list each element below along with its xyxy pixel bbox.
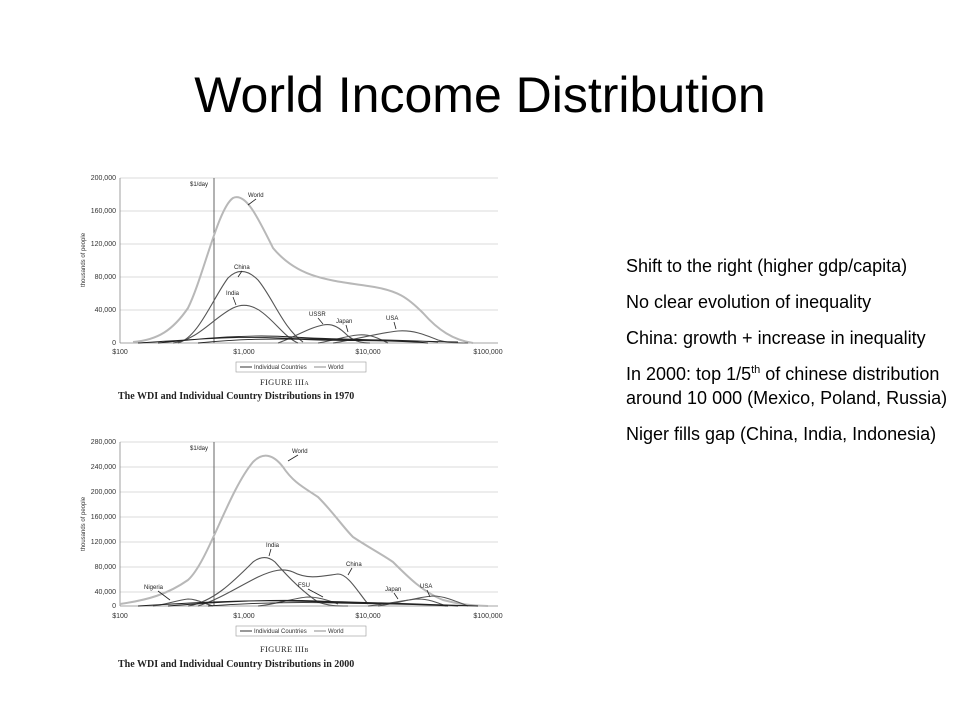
annotation-nigeria: Nigeria [144,585,164,591]
y-tick-label: 80,000 [94,274,116,281]
x-tick-label: $10,000 [355,613,381,620]
series-other-countries-curves [138,336,458,343]
annotation-japan-arrow [394,593,398,599]
y-gridlines [120,178,498,310]
figure-2000-chart [78,432,518,676]
y-tick-label: 160,000 [90,514,116,521]
figure-label: FIGURE IIIa [260,377,309,387]
bullet-text: Shift to the right (higher gdp/capita) [626,256,908,276]
annotation-india-arrow [269,549,271,556]
x-tick-label: $100 [112,613,128,620]
annotation-world-arrow [288,455,298,461]
y-axis-label: thousands of people [81,496,87,552]
annotation-china: China [346,562,362,568]
legend-label-countries: Individual Countries [254,365,307,371]
legend [236,626,366,636]
figure-label: FIGURE IIIb [260,644,309,654]
series-china-curve [178,271,303,343]
y-gridlines [120,442,498,592]
x-tick-label: $1,000 [233,613,255,620]
x-tick-label: $1,000 [233,349,255,356]
annotation-usa: USA [386,316,399,322]
legend-label-countries: Individual Countries [254,629,307,635]
y-tick-label: 120,000 [90,539,116,546]
y-axis-label: thousands of people [81,232,87,288]
series-other-countries-curves [138,600,478,606]
one-dollar-day-label: $1/day [190,182,209,188]
y-tick-label: 120,000 [90,241,116,248]
bullet-item [626,326,956,350]
annotation-ussr: USSR [309,312,326,318]
bullet-list [626,254,956,458]
legend-label-world: World [328,629,344,635]
bullet-item [626,422,956,446]
annotation-fsu: FSU [298,583,310,589]
bullet-item [626,362,956,410]
slide-title: World Income Distribution [194,67,766,123]
y-tick-label: 80,000 [94,564,116,571]
annotation-world-arrow [248,199,256,205]
figure-caption: The WDI and Individual Country Distributions in 2000 [118,659,355,670]
legend [236,362,366,372]
bullet-item [626,254,956,278]
y-tick-label: 40,000 [94,589,116,596]
series-india-curve [188,558,348,607]
annotation-china: China [234,265,250,271]
y-tick-label: 280,000 [90,439,116,446]
annotation-india-arrow [233,297,236,305]
legend-label-world: World [328,365,344,371]
bullet-text-pre: In 2000: top 1/5 [626,364,752,384]
figure-caption: The WDI and Individual Country Distributions in 1970 [118,391,355,402]
annotation-world: World [292,449,308,455]
x-tick-label: $100,000 [473,349,503,356]
annotation-ussr-arrow [318,318,323,324]
y-tick-label: 200,000 [90,489,116,496]
y-tick-label: 200,000 [90,175,116,182]
annotation-india: India [266,543,280,549]
x-tick-label: $10,000 [355,349,381,356]
series-world-curve [133,197,473,343]
annotation-world: World [248,193,264,199]
figure-1970-chart [78,168,518,410]
annotation-usa: USA [420,584,433,590]
y-tick-label: 0 [112,340,116,347]
y-tick-label: 240,000 [90,464,116,471]
y-tick-label: 40,000 [94,307,116,314]
bullet-item [626,290,956,314]
x-tick-label: $100 [112,349,128,356]
bullet-text: China: growth + increase in inequality [626,328,926,348]
annotation-japan: Japan [336,319,353,325]
bullet-text: No clear evolution of inequality [626,292,872,312]
annotation-india: India [226,291,240,297]
bullet-text: Niger fills gap (China, India, Indonesia) [626,424,937,444]
bullet-text-post: of chinese distribution around 10 000 (Mexico, Poland, Russia) [626,364,948,408]
bullet-text-sup: th [751,364,761,376]
one-dollar-day-label: $1/day [190,446,209,452]
annotation-china-arrow [348,568,352,575]
annotation-usa-arrow [394,322,396,329]
x-tick-label: $100,000 [473,613,503,620]
y-tick-label: 160,000 [90,208,116,215]
annotation-japan-arrow [346,325,348,332]
annotation-japan: Japan [385,587,402,593]
y-tick-label: 0 [112,603,116,610]
